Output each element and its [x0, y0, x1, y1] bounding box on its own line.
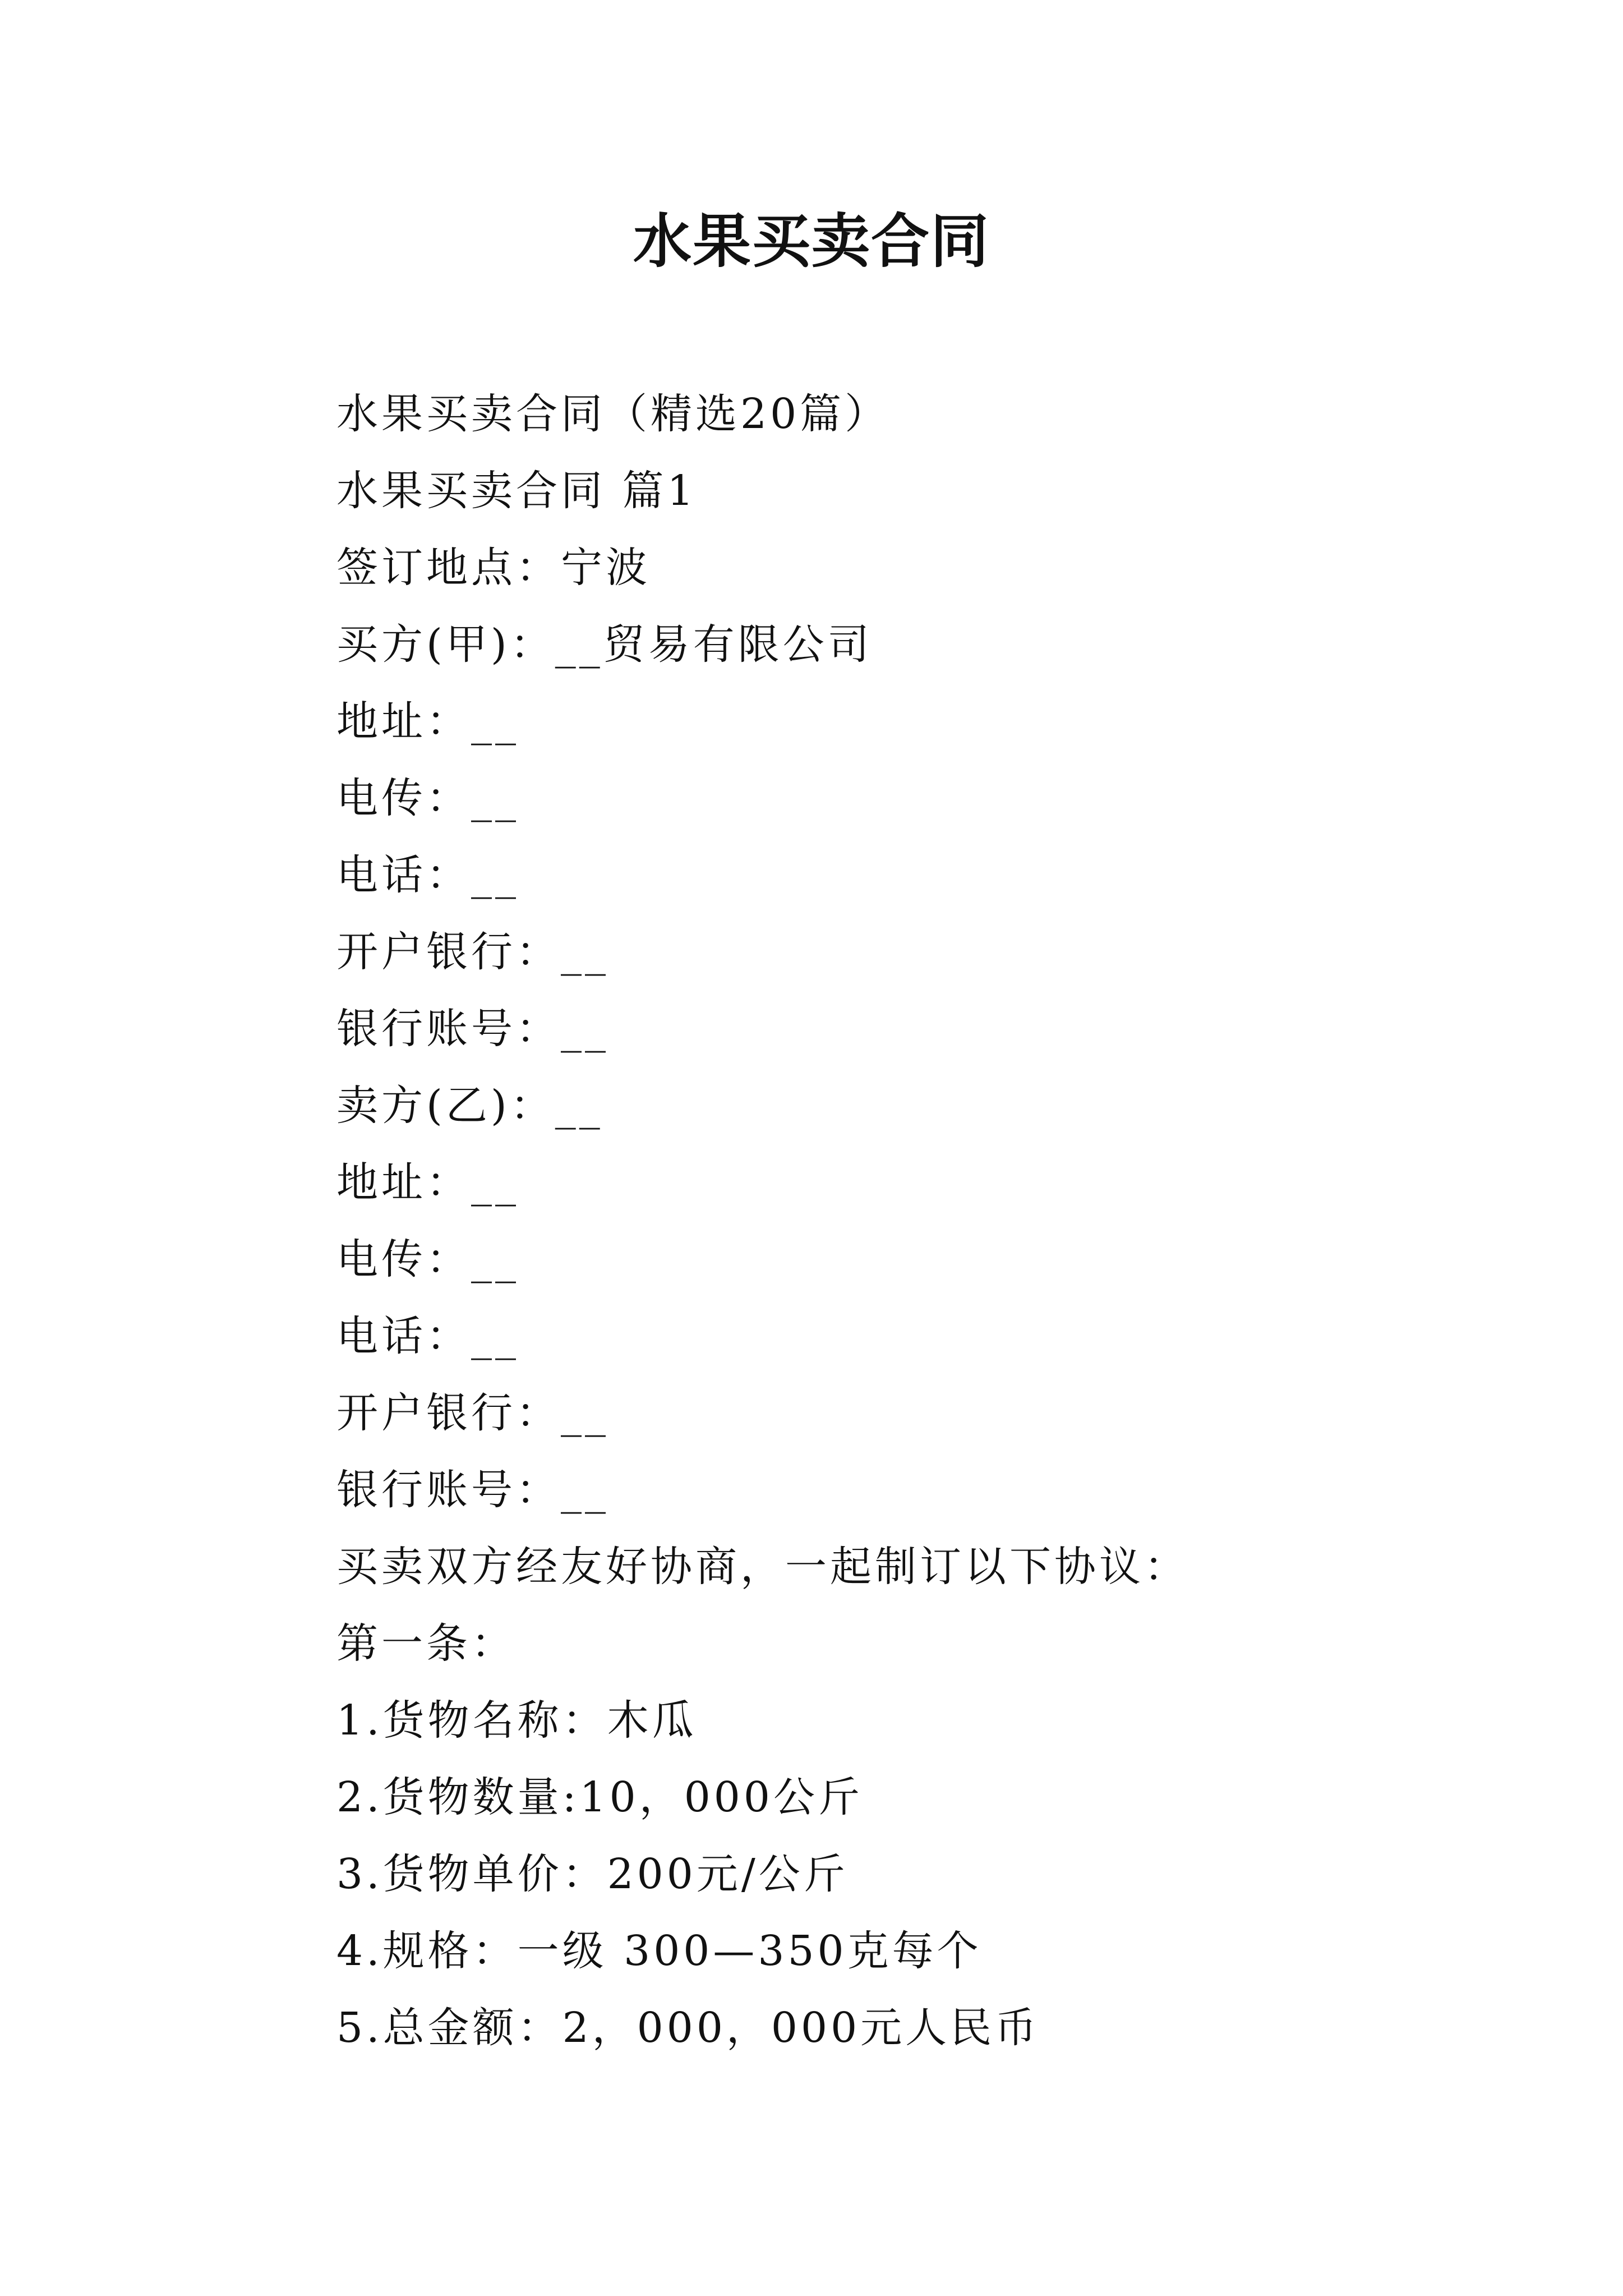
goods-unit-price: 3.货物单价：200元/公斤 — [336, 1850, 849, 1898]
seller-phone: 电话：__ — [336, 1312, 519, 1360]
document-title: 水果买卖合同 — [633, 207, 990, 275]
buyer-address: 地址：__ — [336, 697, 519, 746]
buyer-name: 买方(甲)：__贸易有限公司 — [336, 620, 873, 669]
buyer-fax: 电传：__ — [336, 774, 519, 822]
goods-specification: 4.规格：一级 300—350克每个 — [336, 1927, 982, 1975]
subtitle-line: 水果买卖合同（精选20篇） — [336, 390, 890, 438]
buyer-bank: 开户银行：__ — [336, 928, 609, 976]
goods-name: 1.货物名称：木瓜 — [336, 1696, 697, 1745]
seller-bank: 开户银行：__ — [336, 1389, 609, 1437]
section-heading: 水果买卖合同 篇1 — [336, 467, 697, 515]
seller-fax: 电传：__ — [336, 1235, 519, 1283]
agreement-intro: 买卖双方经友好协商，一起制订以下协议： — [336, 1543, 1189, 1591]
seller-address: 地址：__ — [336, 1158, 519, 1207]
buyer-account: 银行账号：__ — [336, 1005, 609, 1053]
total-amount: 5.总金额：2，000，000元人民币 — [336, 2004, 1040, 2052]
signing-location: 签订地点：宁波 — [336, 544, 651, 592]
buyer-phone: 电话：__ — [336, 851, 519, 899]
seller-name: 卖方(乙)：__ — [336, 1082, 603, 1130]
goods-quantity: 2.货物数量:10，000公斤 — [336, 1773, 863, 1821]
article-one-heading: 第一条： — [336, 1619, 516, 1668]
document-body — [336, 376, 1514, 2067]
seller-account: 银行账号：__ — [336, 1466, 609, 1514]
